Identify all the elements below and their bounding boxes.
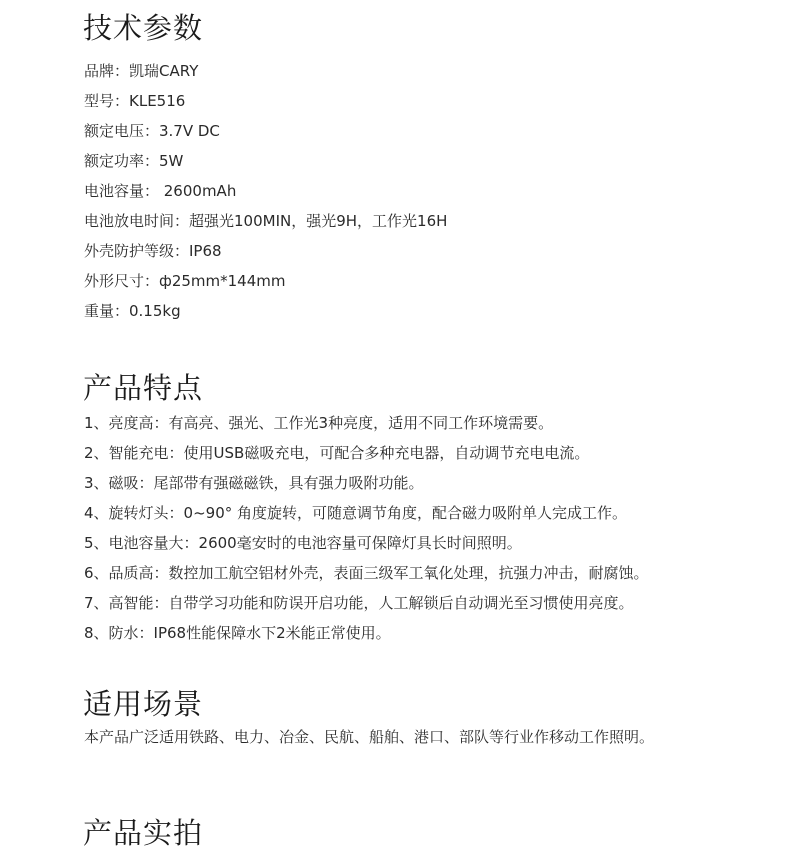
feature-item: 6、品质高：数控加工航空铝材外壳，表面三级军工氧化处理，抗强力冲击，耐腐蚀。	[84, 564, 649, 582]
feature-item: 5、电池容量大：2600毫安时的电池容量可保障灯具长时间照明。	[84, 534, 522, 552]
spec-protection-rating: 外壳防护等级：IP68	[84, 242, 222, 260]
feature-item: 3、磁吸：尾部带有强磁磁铁，具有强力吸附功能。	[84, 474, 424, 492]
features-list	[84, 413, 649, 653]
feature-item: 7、高智能：自带学习功能和防误开启功能，人工解锁后自动调光至习惯使用亮度。	[84, 594, 634, 612]
spec-battery-capacity: 电池容量： 2600mAh	[84, 182, 237, 200]
spec-rated-power: 额定功率：5W	[84, 152, 184, 170]
spec-discharge-time: 电池放电时间：超强光100MIN，强光9H，工作光16H	[84, 212, 448, 230]
feature-item: 4、旋转灯头：0~90° 角度旋转，可随意调节角度，配合磁力吸附单人完成工作。	[84, 504, 628, 522]
spec-rated-voltage: 额定电压：3.7V DC	[84, 122, 220, 140]
specs-list	[84, 61, 447, 331]
scenarios-text: 本产品广泛适用铁路、电力、冶金、民航、船舶、港口、部队等行业作移动工作照明。	[84, 728, 655, 746]
spec-weight: 重量：0.15kg	[84, 302, 181, 320]
spec-model: 型号：KLE516	[84, 92, 186, 110]
features-heading: 产品特点	[83, 371, 204, 405]
feature-item: 2、智能充电：使用USB磁吸充电，可配合多种充电器，自动调节充电电流。	[84, 444, 590, 462]
spec-brand: 品牌：凯瑞CARY	[84, 62, 199, 80]
feature-item: 8、防水：IP68性能保障水下2米能正常使用。	[84, 624, 391, 642]
spec-dimensions: 外形尺寸：ф25mm*144mm	[84, 272, 286, 290]
scenarios-heading: 适用场景	[83, 687, 204, 721]
photos-heading: 产品实拍	[83, 816, 204, 850]
specs-heading: 技术参数	[83, 11, 204, 45]
feature-item: 1、亮度高：有高亮、强光、工作光3种亮度，适用不同工作环境需要。	[84, 414, 554, 432]
